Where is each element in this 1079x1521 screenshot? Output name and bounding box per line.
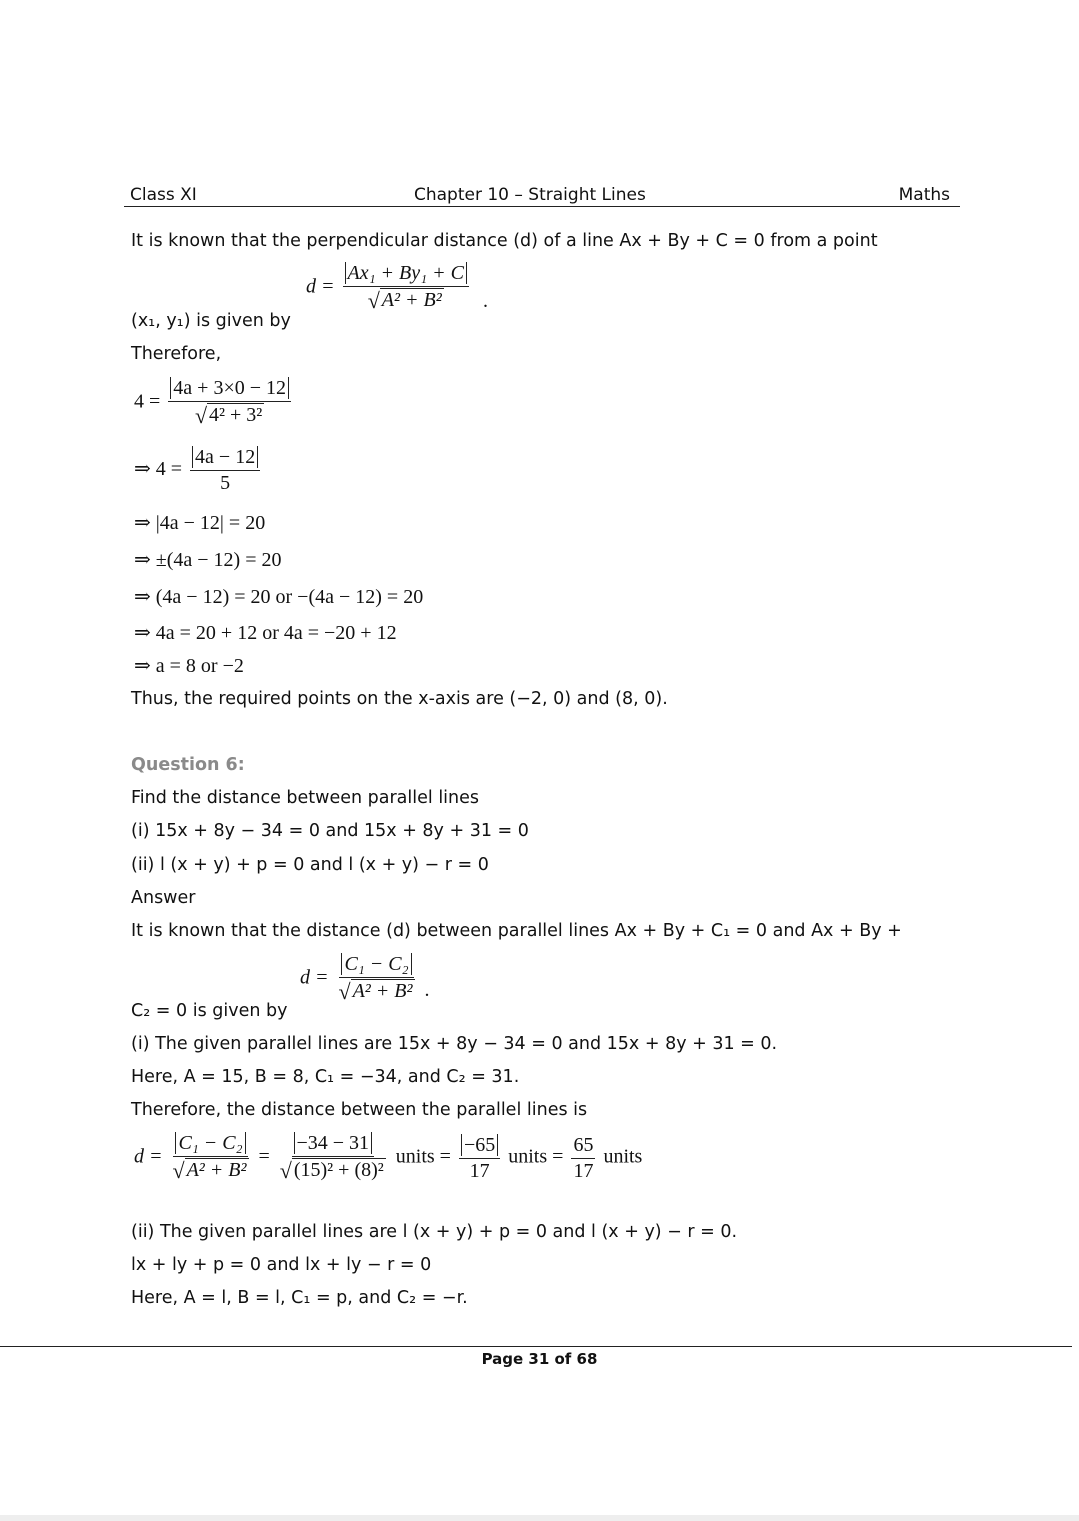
- step-1-num: 4a + 3×0 − 12: [170, 377, 289, 399]
- step-5: ⇒ (4a − 12) = 20 or −(4a − 12) = 20: [134, 586, 424, 608]
- formula-denominator: A² + B²: [381, 289, 442, 311]
- step-3: ⇒ |4a − 12| = 20: [134, 512, 266, 534]
- calc-frac3-num: −65: [461, 1134, 498, 1156]
- calc-frac4-den: 17: [573, 1159, 594, 1182]
- calc-units-1: units =: [395, 1145, 451, 1168]
- step-1-lhs: 4 =: [134, 390, 161, 413]
- step-2-lhs: ⇒ 4 =: [134, 458, 183, 481]
- formula2-den: A² + B²: [352, 980, 413, 1002]
- step-2: [134, 446, 263, 495]
- header-subject: Maths: [898, 185, 950, 205]
- distance-formula-point: [306, 262, 488, 314]
- formula2-lhs: d =: [300, 966, 329, 989]
- question-title: Question 6:: [131, 755, 245, 775]
- formula-numerator: Ax₁ + By₁ + C: [345, 262, 467, 284]
- header-class: Class XI: [130, 185, 197, 205]
- footer-divider: [0, 1346, 1072, 1347]
- part-ii-expanded: lx + ly + p = 0 and lx + ly − r = 0: [131, 1255, 432, 1275]
- step-4: ⇒ ±(4a − 12) = 20: [134, 549, 282, 571]
- formula-lhs: d =: [306, 275, 335, 298]
- calc-frac2-den: (15)² + (8)²: [293, 1159, 384, 1181]
- formula-fraction: Ax₁ + By₁ + C √ A² + B²: [343, 262, 469, 314]
- calc-frac1-num: C₁ − C₂: [175, 1132, 245, 1154]
- part-ii-values: Here, A = l, B = l, C₁ = p, and C₂ = −r.: [131, 1288, 468, 1308]
- parallel-distance-formula: d = C₁ − C₂ √ A² + B² .: [300, 953, 430, 1004]
- question-text: Find the distance between parallel lines: [131, 788, 480, 808]
- part-i-lines: (i) The given parallel lines are 15x + 8y − 34 = 0 and 15x + 8y + 31 = 0.: [131, 1034, 778, 1054]
- page-header: [124, 184, 960, 207]
- part-i-values: Here, A = 15, B = 8, C₁ = −34, and C₂ = 31.: [131, 1067, 520, 1087]
- calc-frac3-den: 17: [469, 1159, 490, 1182]
- given-by-text: C₂ = 0 is given by: [131, 1001, 288, 1021]
- formula2-tail: .: [424, 978, 430, 1001]
- calc-frac1-den: A² + B²: [186, 1159, 247, 1181]
- step-1-den: 4² + 3²: [209, 404, 263, 426]
- calc-units-3: units: [603, 1145, 643, 1168]
- question-part-ii: (ii) l (x + y) + p = 0 and l (x + y) − r = 0: [131, 855, 489, 875]
- step-7: ⇒ a = 8 or −2: [134, 655, 244, 677]
- formula2-num: C₁ − C₂: [341, 953, 411, 975]
- calc-equals: =: [258, 1145, 270, 1168]
- header-chapter: Chapter 10 – Straight Lines: [414, 185, 646, 205]
- part-ii-lines: (ii) The given parallel lines are l (x + y) + p = 0 and l (x + y) − r = 0.: [131, 1222, 738, 1242]
- conclusion-text: Thus, the required points on the x-axis are (−2, 0) and (8, 0).: [131, 689, 668, 709]
- answer-label: Answer: [131, 888, 196, 908]
- step-1: 4 = 4a + 3×0 − 12 √ 4² + 3²: [134, 377, 294, 429]
- calc-frac2-num: −34 − 31: [294, 1132, 373, 1154]
- step-2-num: 4a − 12: [192, 446, 258, 468]
- calc-frac4-num: 65: [571, 1134, 595, 1159]
- question-part-i: (i) 15x + 8y − 34 = 0 and 15x + 8y + 31 = 0: [131, 821, 529, 841]
- calc-lhs: d =: [134, 1145, 163, 1168]
- part-i-therefore: Therefore, the distance between the parallel lines is: [131, 1100, 588, 1120]
- calc-units-2: units =: [508, 1145, 564, 1168]
- point-given-by: (x₁, y₁) is given by: [131, 311, 291, 331]
- step-6: ⇒ 4a = 20 + 12 or 4a = −20 + 12: [134, 622, 397, 644]
- formula-tail: .: [482, 289, 488, 312]
- therefore-label: Therefore,: [131, 344, 222, 364]
- intro-paragraph: It is known that the perpendicular distance (d) of a line Ax + By + C = 0 from a point: [131, 231, 878, 251]
- distance-calculation: d = C₁ − C₂ √ A² + B² = −34 − 31 √ (15)² + (8)² units = $\frac{-65}{17}$ units = $\frac{65}{17}$ units: [134, 1132, 643, 1183]
- page-number: Page 31 of 68: [481, 1350, 598, 1368]
- parallel-distance-intro: It is known that the distance (d) between parallel lines Ax + By + C₁ = 0 and Ax + By +: [131, 921, 902, 941]
- step-2-den: 5: [220, 472, 231, 494]
- page-bottom-edge: [0, 1515, 1079, 1521]
